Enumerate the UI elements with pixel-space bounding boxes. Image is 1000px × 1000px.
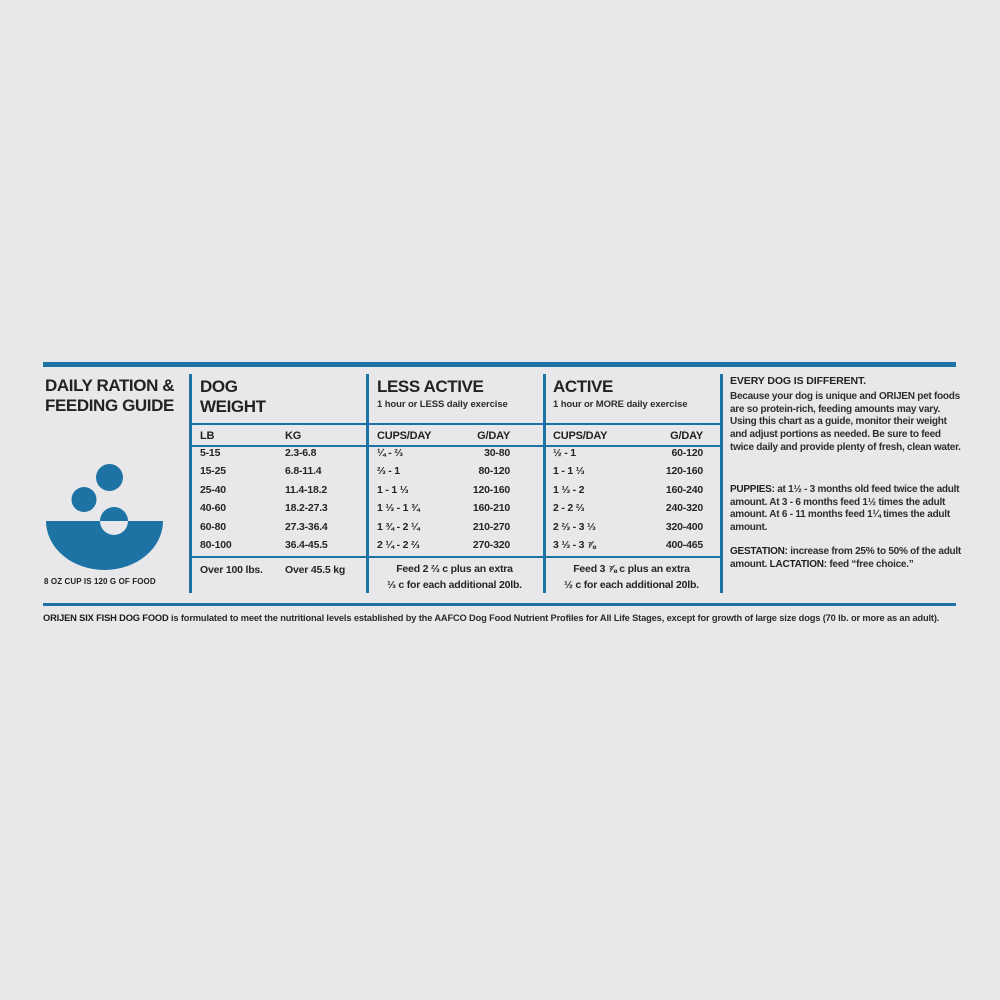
active-cups-cell: 2 ⅔ - 3 ⅓ bbox=[553, 520, 596, 533]
weight-lb-cell: 25-40 bbox=[200, 483, 226, 496]
less-cups-cell: 1 ¾ - 2 ¼ bbox=[377, 520, 420, 533]
weight-kg-cell: 36.4-45.5 bbox=[285, 539, 328, 551]
less-active-title: LESS ACTIVE bbox=[377, 377, 484, 396]
active-grams-cell: 160-240 bbox=[665, 483, 703, 496]
less-active-subtitle: 1 hour or LESS daily exercise bbox=[377, 399, 508, 410]
less-grams-cell: 30-80 bbox=[484, 447, 510, 459]
puppies-text: at 1½ - 3 months old feed twice the adult amount. At 3 - 6 months feed 1½ times the adult amount. At 6 - 11 months feed 1¼ times the adult amount. bbox=[730, 484, 960, 534]
less-active-extra-line1: Feed 2 ⅔ c plus an extra bbox=[396, 563, 513, 575]
bottom-rule bbox=[43, 603, 956, 606]
divider-weight-lessactive bbox=[366, 374, 369, 593]
cup-equivalence-note: 8 OZ CUP IS 120 G OF FOOD bbox=[44, 577, 156, 586]
kibble-top bbox=[96, 464, 123, 491]
active-cups-cell: ½ - 1 bbox=[553, 447, 576, 459]
active-grams-cell: 320-400 bbox=[665, 520, 703, 533]
weight-over-lb: Over 100 lbs. bbox=[200, 564, 263, 576]
aafco-footnote-text: is formulated to meet the nutritional levels established by the AAFCO Dog Food Nutrient Profiles for All Life Stages, except for growth of large size dogs (70 lb. or more as an adult). bbox=[168, 613, 940, 623]
active-extra-line2: ½ c for each additional 20lb. bbox=[564, 579, 699, 591]
info-paragraph-general: Because your dog is unique and ORIJEN pet foods are so protein-rich, feeding amounts may vary. Using this chart as a guide, monitor their weight and adjust portions as needed. Be sure to feed twice daily and provide plenty of fresh, clean water. bbox=[730, 391, 961, 453]
dog-weight-title-line1: DOG bbox=[200, 377, 238, 396]
lb-header: LB bbox=[200, 430, 215, 442]
gestation-text: increase from 25% to 50% of the adult amount. bbox=[730, 546, 962, 570]
less-grams-cell: 160-210 bbox=[472, 502, 510, 515]
active-cups-cell: 2 - 2 ⅔ bbox=[553, 502, 585, 515]
info-paragraph-puppies bbox=[730, 484, 962, 535]
less-cups-cell: 1 ⅓ - 1 ¾ bbox=[377, 502, 420, 515]
active-grams-header: G/DAY bbox=[670, 430, 703, 442]
less-cups-cell: ⅔ - 1 bbox=[377, 465, 400, 478]
kibble-bowl-icon bbox=[44, 460, 166, 574]
weight-kg-cell: 2.3-6.8 bbox=[285, 447, 317, 459]
kibble-rim-half bbox=[100, 507, 128, 521]
active-grams-cell: 400-465 bbox=[665, 539, 703, 551]
active-title: ACTIVE bbox=[553, 377, 613, 396]
weight-kg-cell: 18.2-27.3 bbox=[285, 502, 328, 515]
info-paragraph-gestation bbox=[730, 546, 962, 571]
kibble-left bbox=[72, 487, 97, 512]
active-cups-cell: 3 ⅓ - 3 ⅞ bbox=[553, 539, 596, 551]
dog-weight-title-line2: WEIGHT bbox=[200, 397, 266, 416]
weight-lb-cell: 40-60 bbox=[200, 502, 226, 515]
weight-lb-cell: 15-25 bbox=[200, 465, 226, 478]
puppies-label: PUPPIES: bbox=[730, 484, 775, 495]
dog-weight-title bbox=[200, 377, 266, 417]
guide-title bbox=[45, 376, 195, 416]
weight-over-kg: Over 45.5 kg bbox=[285, 564, 346, 576]
active-cups-header: CUPS/DAY bbox=[553, 430, 608, 442]
active-cups-cell: 1 - 1 ⅓ bbox=[553, 465, 585, 478]
aafco-footnote bbox=[43, 611, 946, 627]
active-subtitle: 1 hour or MORE daily exercise bbox=[553, 399, 688, 410]
lactation-label: LACTATION: bbox=[769, 558, 827, 570]
top-rule bbox=[43, 362, 956, 367]
less-cups-header: CUPS/DAY bbox=[377, 430, 432, 442]
divider-active-info bbox=[720, 374, 723, 593]
gestation-label: GESTATION: bbox=[730, 546, 788, 557]
less-grams-cell: 120-160 bbox=[472, 483, 510, 496]
weight-kg-cell: 6.8-11.4 bbox=[285, 465, 322, 478]
active-grams-cell: 120-160 bbox=[665, 465, 703, 478]
info-heading: EVERY DOG IS DIFFERENT. bbox=[730, 375, 866, 387]
guide-title-line2: FEEDING GUIDE bbox=[45, 396, 174, 415]
weight-lb-cell: 80-100 bbox=[200, 539, 232, 551]
header-underline bbox=[189, 423, 723, 425]
less-cups-cell: ¼ - ⅔ bbox=[377, 447, 403, 459]
divider-lessactive-active bbox=[543, 374, 546, 593]
less-grams-cell: 270-320 bbox=[472, 539, 510, 551]
kg-header: KG bbox=[285, 430, 302, 442]
aafco-footnote-lead: ORIJEN SIX FISH DOG FOOD bbox=[43, 613, 169, 623]
active-grams-cell: 60-120 bbox=[671, 447, 703, 459]
active-extra-line1: Feed 3 ⅞ c plus an extra bbox=[573, 563, 690, 575]
weight-lb-cell: 60-80 bbox=[200, 520, 226, 533]
less-cups-cell: 2 ¼ - 2 ⅔ bbox=[377, 539, 420, 551]
less-grams-cell: 80-120 bbox=[478, 465, 510, 478]
active-grams-cell: 240-320 bbox=[665, 502, 703, 515]
lactation-text: feed “free choice.” bbox=[826, 558, 914, 570]
weight-kg-cell: 11.4-18.2 bbox=[285, 483, 327, 496]
less-grams-cell: 210-270 bbox=[472, 520, 510, 533]
active-cups-cell: 1 ⅓ - 2 bbox=[553, 483, 585, 496]
overrow-topline bbox=[189, 556, 723, 558]
guide-title-line1: DAILY RATION & bbox=[45, 376, 175, 395]
weight-kg-cell: 27.3-36.4 bbox=[285, 520, 328, 533]
less-grams-header: G/DAY bbox=[477, 430, 510, 442]
weight-lb-cell: 5-15 bbox=[200, 447, 221, 459]
less-cups-cell: 1 - 1 ⅓ bbox=[377, 483, 409, 496]
less-active-extra-line2: ⅓ c for each additional 20lb. bbox=[387, 579, 522, 591]
